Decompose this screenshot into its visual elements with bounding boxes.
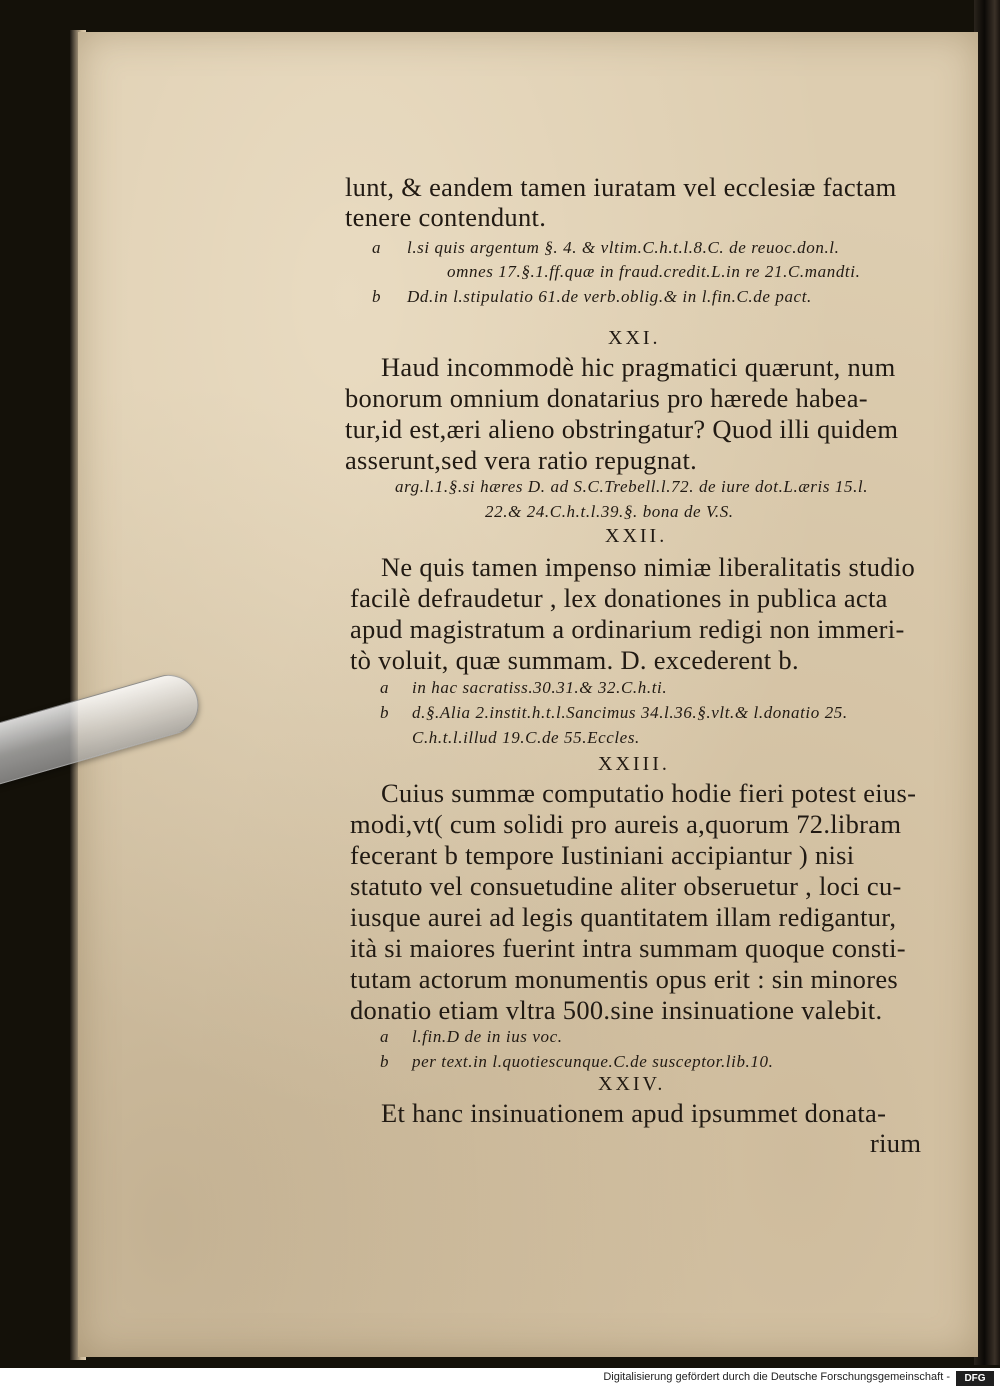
text-line: asserunt,sed vera ratio repugnat. — [345, 445, 698, 475]
footnote-line: l.fin.D de in ius voc. — [412, 1027, 563, 1046]
dfg-logo: DFG — [956, 1371, 994, 1386]
text-line: bonorum omnium donatarius pro hærede habea- — [345, 383, 868, 413]
text-line: modi,vt( cum solidi pro aureis a,quorum 72.libram — [350, 809, 902, 839]
text-line: Et hanc insinuationem apud ipsummet donata- — [381, 1098, 887, 1128]
text-line: iusque aurei ad legis quantitatem illam redigantur, — [350, 902, 897, 932]
footnote-line: C.h.t.l.illud 19.C.de 55.Eccles. — [412, 728, 640, 747]
section-heading: XXIV. — [598, 1073, 666, 1095]
note-mark: b — [372, 287, 381, 306]
text-line: lunt, & eandem tamen iuratam vel ecclesiæ factam — [345, 172, 897, 202]
text-line: Ne quis tamen impenso nimiæ liberalitatis studio — [381, 552, 916, 582]
footer-text: Digitalisierung gefördert durch die Deutsche Forschungsgemeinschaft - — [603, 1371, 950, 1383]
footnote-line: arg.l.1.§.si hæres D. ad S.C.Trebell.l.72. de iure dot.L.æris 15.l. — [395, 477, 869, 496]
footnote-line: omnes 17.§.1.ff.quæ in fraud.credit.L.in re 21.C.mandti. — [447, 262, 861, 281]
text-line: fecerant b tempore Iustiniani accipiantur ) nisi — [350, 840, 855, 870]
footnote-line: 22.& 24.C.h.t.l.39.§. bona de V.S. — [485, 502, 734, 521]
footnote-line: d.§.Alia 2.instit.h.t.l.Sancimus 34.l.36.§.vlt.& l.donatio 25. — [412, 703, 848, 722]
note-mark: b — [380, 703, 389, 722]
section-heading: XXI. — [608, 327, 661, 349]
catchword: rium — [870, 1128, 922, 1158]
section-heading: XXIII. — [598, 753, 670, 775]
text-line: tenere contendunt. — [345, 202, 547, 232]
text-line: statuto vel consuetudine aliter obseruetur , loci cu- — [350, 871, 902, 901]
footnote-line: per text.in l.quotiescunque.C.de susceptor.lib.10. — [412, 1052, 774, 1071]
section-heading: XXII. — [605, 525, 668, 547]
text-line: Cuius summæ computatio hodie fieri potest eius- — [381, 778, 917, 808]
text-line: Haud incommodè hic pragmatici quærunt, num — [381, 352, 896, 382]
footnote-line: in hac sacratiss.30.31.& 32.C.h.ti. — [412, 678, 668, 697]
footer-bar — [0, 1368, 1000, 1390]
text-line: tò voluit, quæ summam. D. excederent b. — [350, 645, 799, 675]
text-line: facilè defraudetur , lex donationes in publica acta — [350, 583, 888, 613]
note-mark: a — [380, 1027, 389, 1046]
footnote-line: Dd.in l.stipulatio 61.de verb.oblig.& in l.fin.C.de pact. — [407, 287, 812, 306]
text-line: ità si maiores fuerint intra summam quoque consti- — [350, 933, 906, 963]
text-line: apud magistratum a ordinarium redigi non immeri- — [350, 614, 905, 644]
note-mark: a — [380, 678, 389, 697]
text-line: tur,id est,æri alieno obstringatur? Quod illi quidem — [345, 414, 899, 444]
footnote-line: l.si quis argentum §. 4. & vltim.C.h.t.l.8.C. de reuoc.don.l. — [407, 238, 840, 257]
text-line: tutam actorum monumentis opus erit : sin minores — [350, 964, 899, 994]
note-mark: a — [372, 238, 381, 257]
note-mark: b — [380, 1052, 389, 1071]
text-line: donatio etiam vltra 500.sine insinuatione valebit. — [350, 995, 883, 1025]
